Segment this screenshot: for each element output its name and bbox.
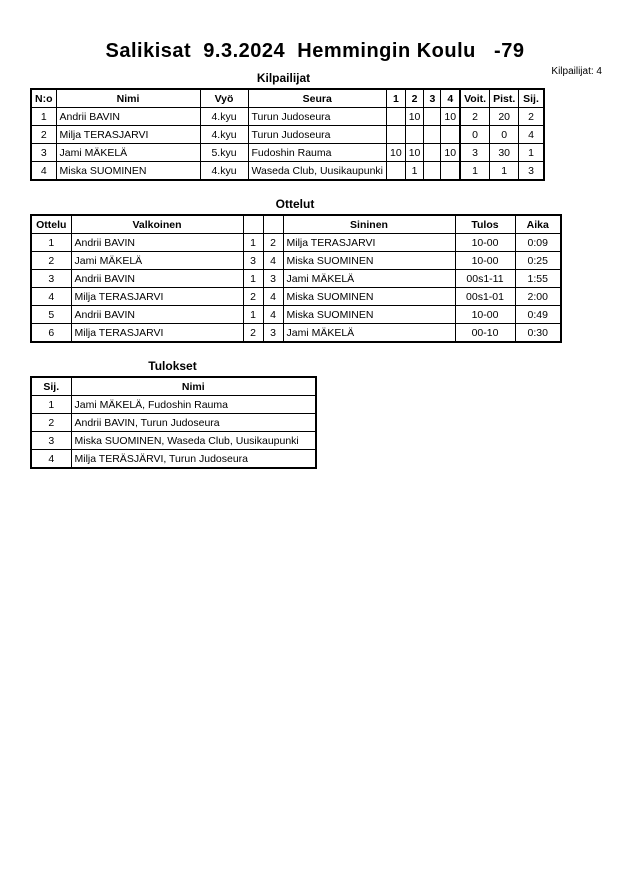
tulokset-table <box>30 376 317 469</box>
cell-tulos: 00s1-01 <box>455 288 515 306</box>
table-header-row <box>31 377 316 396</box>
cell-sij: 2 <box>519 108 544 126</box>
kilpailijat-table <box>30 88 545 181</box>
cell-pist: 1 <box>490 162 519 181</box>
cell-seura: Waseda Club, Uusikaupunki <box>248 162 387 181</box>
col-header-3: 3 <box>424 89 441 108</box>
cell-score-3 <box>424 108 441 126</box>
cell-valkoinen: Andrii BAVIN <box>71 306 243 324</box>
cell-sij: 4 <box>31 450 71 469</box>
cell-valkoinen: Milja TERASJARVI <box>71 324 243 343</box>
cell-vyo: 4.kyu <box>200 126 248 144</box>
cell-ottelu: 6 <box>31 324 71 343</box>
col-header-blue-no <box>263 215 283 234</box>
col-header-voit: Voit. <box>460 89 489 108</box>
col-header-seura: Seura <box>248 89 387 108</box>
cell-aika: 0:49 <box>515 306 561 324</box>
col-header-sij: Sij. <box>31 377 71 396</box>
cell-vyo: 4.kyu <box>200 162 248 181</box>
ottelut-table <box>30 214 562 343</box>
cell-sij: 3 <box>519 162 544 181</box>
cell-sij: 3 <box>31 432 71 450</box>
cell-nimi: Miska SUOMINEN <box>56 162 200 181</box>
cell-aika: 0:30 <box>515 324 561 343</box>
cell-tulos: 10-00 <box>455 252 515 270</box>
cell-sininen: Jami MÄKELÄ <box>283 324 455 343</box>
cell-white-no: 1 <box>243 306 263 324</box>
cell-seura: Fudoshin Rauma <box>248 144 387 162</box>
col-header-nimi: Nimi <box>71 377 316 396</box>
cell-voit: 1 <box>460 162 489 181</box>
cell-tulos: 00s1-11 <box>455 270 515 288</box>
ottelut-heading-wrap <box>30 197 560 211</box>
cell-no: 3 <box>31 144 56 162</box>
col-header-4: 4 <box>441 89 460 108</box>
table-row <box>31 126 544 144</box>
table-row <box>31 288 561 306</box>
col-header-pist: Pist. <box>490 89 519 108</box>
cell-sininen: Miska SUOMINEN <box>283 252 455 270</box>
cell-ottelu: 1 <box>31 234 71 252</box>
cell-white-no: 1 <box>243 270 263 288</box>
cell-nimi: Andrii BAVIN, Turun Judoseura <box>71 414 316 432</box>
cell-score-1 <box>387 162 406 181</box>
cell-valkoinen: Andrii BAVIN <box>71 234 243 252</box>
cell-white-no: 1 <box>243 234 263 252</box>
col-header-nimi: Nimi <box>56 89 200 108</box>
table-row <box>31 414 316 432</box>
cell-ottelu: 5 <box>31 306 71 324</box>
cell-score-4: 10 <box>441 144 460 162</box>
page-title: Salikisat 9.3.2024 Hemmingin Koulu -79 <box>105 40 525 62</box>
cell-no: 2 <box>31 126 56 144</box>
cell-white-no: 3 <box>243 252 263 270</box>
cell-nimi: Jami MÄKELÄ <box>56 144 200 162</box>
cell-voit: 0 <box>460 126 489 144</box>
ottelut-heading: Ottelut <box>275 197 315 211</box>
col-header-ottelu: Ottelu <box>31 215 71 234</box>
cell-score-2 <box>405 126 424 144</box>
cell-sij: 4 <box>519 126 544 144</box>
col-header-sininen: Sininen <box>283 215 455 234</box>
cell-sininen: Miska SUOMINEN <box>283 306 455 324</box>
cell-blue-no: 3 <box>263 270 283 288</box>
col-header-sij: Sij. <box>519 89 544 108</box>
cell-tulos: 10-00 <box>455 306 515 324</box>
table-row <box>31 234 561 252</box>
cell-aika: 1:55 <box>515 270 561 288</box>
cell-sininen: Jami MÄKELÄ <box>283 270 455 288</box>
cell-pist: 20 <box>490 108 519 126</box>
cell-tulos: 10-00 <box>455 234 515 252</box>
cell-nimi: Milja TERÄSJÄRVI, Turun Judoseura <box>71 450 316 469</box>
cell-vyo: 4.kyu <box>200 108 248 126</box>
cell-blue-no: 3 <box>263 324 283 343</box>
cell-score-1: 10 <box>387 144 406 162</box>
cell-tulos: 00-10 <box>455 324 515 343</box>
cell-score-4 <box>441 126 460 144</box>
col-header-no: N:o <box>31 89 56 108</box>
col-header-white-no <box>243 215 263 234</box>
cell-nimi: Andrii BAVIN <box>56 108 200 126</box>
col-header-2: 2 <box>405 89 424 108</box>
cell-ottelu: 3 <box>31 270 71 288</box>
cell-seura: Turun Judoseura <box>248 108 387 126</box>
cell-score-4: 10 <box>441 108 460 126</box>
col-header-vyo: Vyö <box>200 89 248 108</box>
cell-score-1 <box>387 126 406 144</box>
cell-aika: 2:00 <box>515 288 561 306</box>
cell-sininen: Miska SUOMINEN <box>283 288 455 306</box>
cell-aika: 0:09 <box>515 234 561 252</box>
cell-voit: 2 <box>460 108 489 126</box>
cell-score-2: 10 <box>405 108 424 126</box>
table-row <box>31 324 561 343</box>
cell-score-2: 1 <box>405 162 424 181</box>
table-row <box>31 108 544 126</box>
cell-blue-no: 4 <box>263 288 283 306</box>
cell-score-1 <box>387 108 406 126</box>
cell-sij: 1 <box>31 396 71 414</box>
table-header-row <box>31 89 544 108</box>
table-row <box>31 270 561 288</box>
cell-nimi: Jami MÄKELÄ, Fudoshin Rauma <box>71 396 316 414</box>
cell-no: 1 <box>31 108 56 126</box>
cell-white-no: 2 <box>243 324 263 343</box>
cell-white-no: 2 <box>243 288 263 306</box>
cell-nimi: Milja TERASJARVI <box>56 126 200 144</box>
table-row <box>31 432 316 450</box>
table-row <box>31 162 544 181</box>
table-row <box>31 252 561 270</box>
table-row <box>31 450 316 469</box>
cell-pist: 30 <box>490 144 519 162</box>
cell-valkoinen: Andrii BAVIN <box>71 270 243 288</box>
cell-score-2: 10 <box>405 144 424 162</box>
cell-sininen: Milja TERASJARVI <box>283 234 455 252</box>
cell-sij: 1 <box>519 144 544 162</box>
competitors-count: Kilpailijat: 4 <box>551 66 602 77</box>
tulokset-heading: Tulokset <box>148 359 197 373</box>
cell-no: 4 <box>31 162 56 181</box>
col-header-aika: Aika <box>515 215 561 234</box>
col-header-valkoinen: Valkoinen <box>71 215 243 234</box>
cell-sij: 2 <box>31 414 71 432</box>
cell-valkoinen: Jami MÄKELÄ <box>71 252 243 270</box>
cell-blue-no: 4 <box>263 306 283 324</box>
table-row <box>31 144 544 162</box>
cell-score-4 <box>441 162 460 181</box>
table-row <box>31 396 316 414</box>
tulokset-heading-wrap <box>30 359 315 373</box>
cell-ottelu: 2 <box>31 252 71 270</box>
table-row <box>31 306 561 324</box>
cell-ottelu: 4 <box>31 288 71 306</box>
cell-seura: Turun Judoseura <box>248 126 387 144</box>
kilpailijat-heading-wrap <box>30 71 537 85</box>
cell-score-3 <box>424 144 441 162</box>
kilpailijat-heading: Kilpailijat <box>256 71 311 85</box>
col-header-tulos: Tulos <box>455 215 515 234</box>
cell-vyo: 5.kyu <box>200 144 248 162</box>
cell-blue-no: 2 <box>263 234 283 252</box>
cell-voit: 3 <box>460 144 489 162</box>
cell-score-3 <box>424 126 441 144</box>
table-header-row <box>31 215 561 234</box>
cell-aika: 0:25 <box>515 252 561 270</box>
col-header-1: 1 <box>387 89 406 108</box>
cell-nimi: Miska SUOMINEN, Waseda Club, Uusikaupunki <box>71 432 316 450</box>
cell-pist: 0 <box>490 126 519 144</box>
cell-blue-no: 4 <box>263 252 283 270</box>
cell-valkoinen: Milja TERASJARVI <box>71 288 243 306</box>
cell-score-3 <box>424 162 441 181</box>
